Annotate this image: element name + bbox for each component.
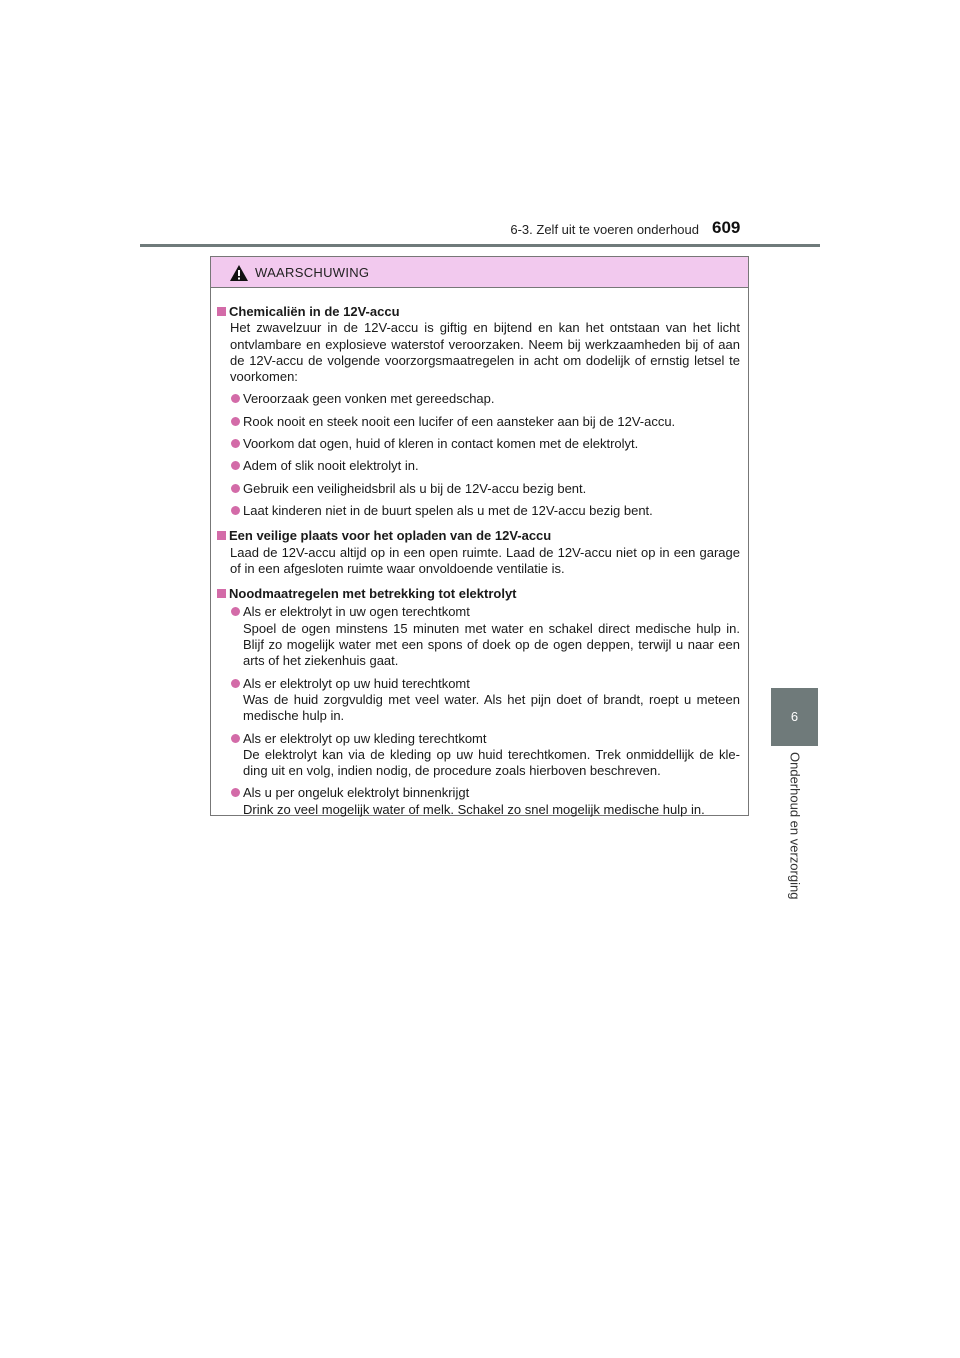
section-heading: Chemicaliën in de 12V-accu xyxy=(217,304,740,320)
section-text: Laad de 12V-accu altijd op in een open ruimte. Laad de 12V-accu niet op in een garage of in een afgesloten ruimte waar onvoldoende ventilatie is. xyxy=(230,544,740,576)
round-bullet-icon xyxy=(231,394,240,403)
section-heading: Noodmaatregelen met betrekking tot elektrolyt xyxy=(217,586,740,602)
chapter-side-title xyxy=(771,752,818,962)
list-item: Als er elektrolyt op uw kleding terechtkomt De elektrolyt kan via de kleding op uw huid terechtkomen. Trek onmiddellijk de kle- ding uit en volg, indien nodig, de procedure zoals hierboven beschreven. xyxy=(217,731,740,780)
square-bullet-icon xyxy=(217,589,226,598)
header-divider xyxy=(140,244,820,247)
round-bullet-icon xyxy=(231,506,240,515)
round-bullet-icon xyxy=(231,417,240,426)
section-heading: Een veilige plaats voor het opladen van de 12V-accu xyxy=(217,528,740,544)
warning-content xyxy=(211,288,748,818)
list-item: Als er elektrolyt in uw ogen terechtkomt Spoel de ogen minstens 15 minuten met water en schakel direct medische hulp in. Blijf zo mogelijk water met een spons of doek op de ogen deppen, terwijl u naar een arts of het ziekenhuis gaat. xyxy=(217,604,740,669)
chapter-tab: 6 xyxy=(771,688,818,746)
round-bullet-icon xyxy=(231,607,240,616)
round-bullet-icon xyxy=(231,679,240,688)
list-item: Als u per ongeluk elektrolyt binnenkrijgt Drink zo veel mogelijk water of melk. Schakel zo snel mogelijk medische hulp in. xyxy=(217,785,740,818)
section-title: 6-3. Zelf uit te voeren onderhoud xyxy=(510,222,699,237)
chapter-title: Onderhoud en verzorging xyxy=(787,752,802,900)
list-item: Adem of slik nooit elektrolyt in. xyxy=(217,458,740,474)
warning-triangle-icon xyxy=(229,264,249,282)
round-bullet-icon xyxy=(231,484,240,493)
round-bullet-icon xyxy=(231,734,240,743)
list-item: Gebruik een veiligheidsbril als u bij de 12V-accu bezig bent. xyxy=(217,481,740,497)
list-item: Als er elektrolyt op uw huid terechtkomt Was de huid zorgvuldig met veel water. Als het pijn doet of brandt, roept u meteen medische hulp in. xyxy=(217,676,740,725)
round-bullet-icon xyxy=(231,439,240,448)
warning-header xyxy=(211,257,748,288)
page-number: 609 xyxy=(712,218,741,237)
warning-box xyxy=(210,256,749,816)
square-bullet-icon xyxy=(217,307,226,316)
section-text: Het zwavelzuur in de 12V-accu is giftig en bijtend en kan het ontstaan van het licht ontvlambare en explosieve waterstof veroorzaken. Neem bij werkzaamheden bij of aan de 12V-accu de volgende voorzorgsmaatregelen in acht om dodelijk of ernstig letsel te voorkomen: xyxy=(230,320,740,385)
round-bullet-icon xyxy=(231,788,240,797)
list-item: Rook nooit en steek nooit een lucifer of een aansteker aan bij de 12V-accu. xyxy=(217,414,740,430)
list-item: Veroorzaak geen vonken met gereedschap. xyxy=(217,391,740,407)
list-item: Voorkom dat ogen, huid of kleren in contact komen met de elektrolyt. xyxy=(217,436,740,452)
square-bullet-icon xyxy=(217,531,226,540)
warning-title: WAARSCHUWING xyxy=(255,265,370,280)
round-bullet-icon xyxy=(231,461,240,470)
list-item: Laat kinderen niet in de buurt spelen als u met de 12V-accu bezig bent. xyxy=(217,503,740,519)
